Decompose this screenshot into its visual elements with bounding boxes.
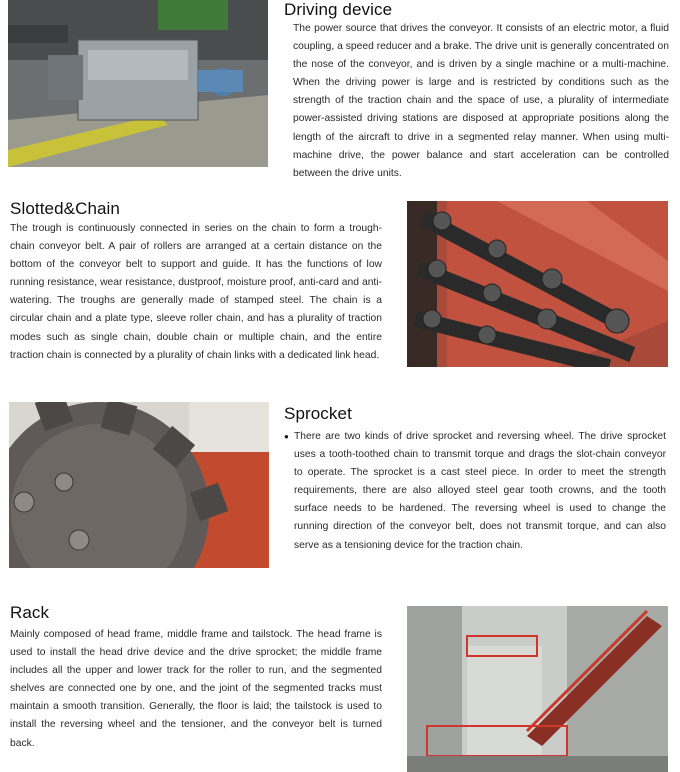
slotted-chain-text: The trough is continuously connected in series on the chain to form a trough-chain conveyor belt. A pair of rollers are arranged at a certain distance on the bottom of the conveyor belt to support and guide. It has the functions of low running resistance, wear resistance, dustproof, moisture proof, anti-card and anti-watering. The troughs are generally made of stamped steel. The chain is a circular chain and a plate type, sleeve roller chain, and has a plurality of traction modes such as single chain, double chain or multiple chain, and the entire traction chain is connected by a plurality of chain links with a dedicated link head. bbox=[10, 223, 382, 361]
sprocket-title: Sprocket bbox=[284, 404, 352, 423]
driving-device-text: The power source that drives the conveyor. It consists of an electric motor, a fluid coupling, a speed reducer and a brake. The drive unit is generally concentrated on the nose of the conveyor, and is driven by a single machine or a multi-machine. When the driving power is large and is restricted by conditions such as the strength of the traction chain and the space of use, a plurality of intermediate power-assisted driving stations are disposed at appropriate positions along the length of the aircraft to drive in a segmented relay manner. When using multi-machine drive, the power balance and start acceleration can be controlled between the drive units. bbox=[293, 23, 669, 179]
driving-device-photo bbox=[8, 0, 268, 167]
driving-device-title: Driving device bbox=[284, 0, 393, 19]
rack-title: Rack bbox=[10, 603, 50, 622]
sprocket-photo bbox=[9, 402, 269, 568]
rack-photo bbox=[407, 606, 668, 772]
slotted-chain-photo bbox=[407, 201, 668, 367]
rack-text: Mainly composed of head frame, middle frame and tailstock. The head frame is used to install the head drive device and the drive sprocket; the middle frame includes all the upper and lower track for the roller to run, and the segmented shelves are connected one by one, and the joint of the segmented tracks must maintain a smooth transition. Generally, the floor is laid; the tailstock is used to install the reversing wheel and the tensioner, and the conveyor belt is turned back. bbox=[10, 629, 382, 749]
slotted-chain-title: Slotted&Chain bbox=[10, 199, 120, 218]
sprocket-bullet-list bbox=[284, 428, 666, 555]
sprocket-bullet: ● There are two kinds of drive sprocket and reversing wheel. The drive sprocket uses a tooth-toothed chain to transmit torque and drags the slot-chain conveyor to operate. The sprocket is a cast steel piece. In order to meet the strength requirements, there are also alloyed steel gear tooth crowns, and the tooth surface needs to be hardened. The reversing wheel is used to change the running direction of the conveyor belt, does not transmit torque, and can also serve as a tensioning device for the traction chain. bbox=[284, 428, 666, 555]
